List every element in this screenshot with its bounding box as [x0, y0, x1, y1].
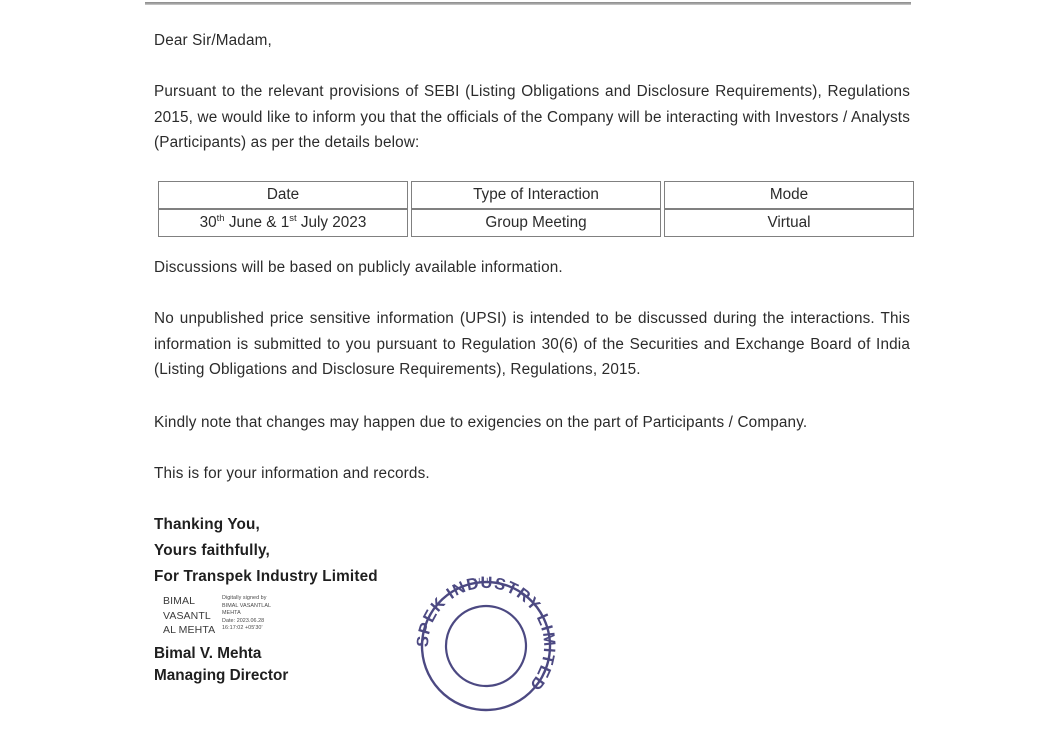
header-divider-rule [145, 2, 911, 5]
table-header-mode: Mode [664, 181, 914, 209]
table-cell-mode: Virtual [664, 209, 914, 237]
salutation-text: Dear Sir/Madam, [154, 28, 272, 54]
dsig-meta-line-3: MEHTA [222, 610, 298, 618]
date-prefix: 30 [200, 214, 217, 231]
paragraph-exigencies: Kindly note that changes may happen due to exigencies on the part of Participants / Company. [154, 410, 807, 436]
table-cell-type-of-interaction: Group Meeting [411, 209, 661, 237]
interaction-table-wrapper [155, 181, 908, 237]
dsig-meta-line-1: Digitally signed by [222, 595, 298, 603]
table-cell-date [158, 209, 408, 237]
date-middle: June & 1 [225, 214, 290, 231]
date-suffix: July 2023 [297, 214, 367, 231]
paragraph-records: This is for your information and records. [154, 461, 430, 487]
paragraph-discussions: Discussions will be based on publicly available information. [154, 255, 563, 281]
dsig-name-line-1: BIMAL [163, 594, 220, 609]
dsig-name-line-2: VASANTL [163, 609, 220, 624]
digital-signature-metadata [220, 594, 298, 633]
signatory-name: Bimal V. Mehta [154, 643, 261, 664]
table-header-date: Date [158, 181, 408, 209]
signatory-title: Managing Director [154, 665, 288, 686]
digital-signature-name [163, 594, 220, 638]
digital-signature-block [163, 594, 303, 640]
dsig-meta-line-4: Date: 2023.06.28 [222, 618, 298, 626]
table-header-row [158, 181, 914, 209]
stamp-text: TRANSPEK INDUSTRY LIMITED [394, 548, 561, 703]
closing-block [154, 512, 574, 589]
table-row [158, 209, 914, 237]
closing-for-company: For Transpek Industry Limited [154, 564, 574, 590]
dsig-meta-line-2: BIMAL VASANTLAL [222, 603, 298, 611]
closing-thanking: Thanking You, [154, 512, 574, 538]
closing-yours-faithfully: Yours faithfully, [154, 538, 574, 564]
paragraph-intro: Pursuant to the relevant provisions of SEBI (Listing Obligations and Disclosure Requirements), Regulations 2015, we would like to inform you that the officials of the Company will be interacting with Investors / Analysts (Participants) as per the details below: [154, 79, 910, 156]
interaction-details-table [155, 181, 917, 237]
table-header-type-of-interaction: Type of Interaction [411, 181, 661, 209]
date-ordinal-th: th [217, 213, 225, 224]
dsig-meta-line-5: 16:17:02 +05'30' [222, 625, 298, 633]
date-ordinal-st: st [289, 213, 296, 224]
paragraph-upsi: No unpublished price sensitive information (UPSI) is intended to be discussed during the interactions. This information is submitted to you pursuant to Regulation 30(6) of the Securities and Exchange Board of India (Listing Obligations and Disclosure Requirements), Regulations, 2015. [154, 306, 910, 383]
dsig-name-line-3: AL MEHTA [163, 623, 220, 638]
